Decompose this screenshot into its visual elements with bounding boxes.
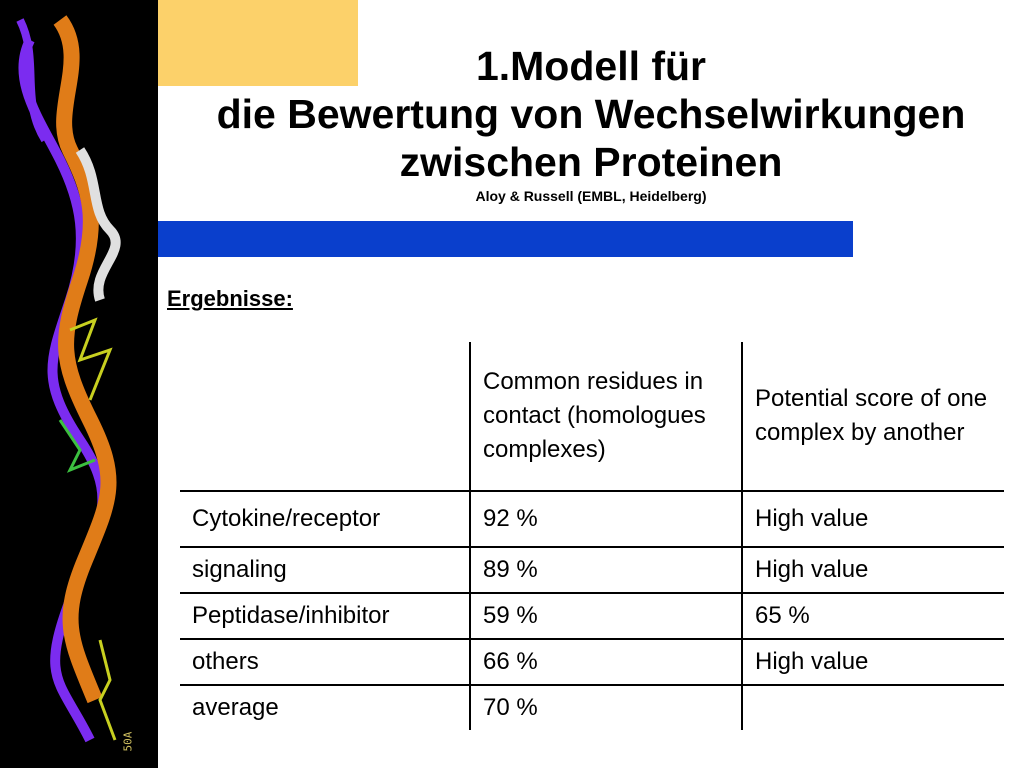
table-cell-category: Cytokine/receptor [192,505,381,532]
table-cell-residues: 66 % [469,640,741,684]
table-cell-residues: 70 % [469,686,741,730]
table-cell-score: High value [741,640,1004,684]
scale-caption: 50A [121,731,135,752]
table-row [180,548,1004,594]
title-line-2: die Bewertung von Wechselwirkungen [216,91,966,137]
table-row [180,640,1004,686]
title-subtitle: Aloy & Russell (EMBL, Heidelberg) [475,188,707,204]
table-cell-residues: 59 % [469,594,741,638]
table-cell-residues: 92 % [469,492,741,546]
table-row [180,492,1004,548]
table-cell-category: average [192,694,279,721]
header-cell-potential-score: Potential score of one complex by another [741,342,1004,490]
table-cell-category: Peptidase/inhibitor [192,602,390,629]
results-table [180,342,1004,730]
table-cell-score: High value [741,492,1004,546]
blue-divider-bar [158,221,853,257]
protein-structure-image [0,0,158,768]
header-cell-common-residues: Common residues in contact (homologues complexes) [469,342,741,490]
table-cell-score [741,686,1004,730]
table-row [180,594,1004,640]
protein-ribbon-icon [0,0,158,768]
title-line-1: 1.Modell für [475,43,707,89]
table-header-row [180,342,1004,492]
slide-title [158,42,1024,206]
table-row [180,686,1004,730]
table-cell-category: others [192,648,259,675]
header-cell-empty [180,342,469,490]
table-cell-residues: 89 % [469,548,741,592]
table-cell-score: High value [741,548,1004,592]
section-label: Ergebnisse: [167,286,293,311]
table-cell-category: signaling [192,556,287,583]
table-cell-score: 65 % [741,594,1004,638]
title-line-3: zwischen Proteinen [399,139,783,185]
